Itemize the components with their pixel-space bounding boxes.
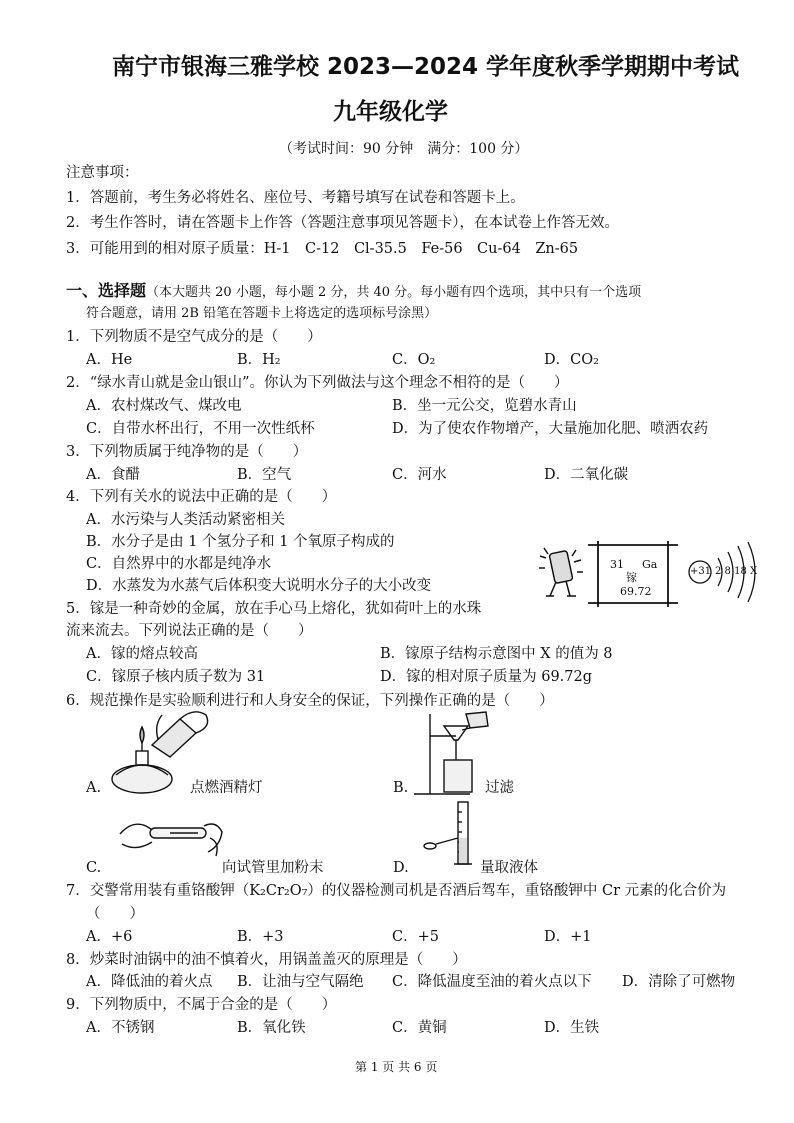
element-card [598,545,668,603]
q6-option-c: C. [86,860,102,876]
gallium-cartoon-figure [536,544,586,602]
section-heading-line [66,282,641,302]
q1-option-b: B．H₂ [237,352,281,368]
q5-option-c: C．镓原子核内质子数为 31 [86,669,266,685]
q9-option-d: D．生铁 [544,1020,600,1036]
section-desc-2: 符合题意，请用 2B 铅笔在答题卡上将选定的选项标号涂黑） [86,306,438,321]
q3-option-d: D．二氧化碳 [544,467,629,483]
q9-option-c: C．黄铜 [392,1020,447,1036]
q4-stem: 4．下列有关水的说法中正确的是（ ） [66,489,337,505]
q4-option-c: C．自然界中的水都是纯净水 [86,556,272,572]
q6-c-test-tube-figure [116,812,226,864]
section-desc-1: （本大题共 20 小题，每小题 2 分，共 40 分。每小题有四个选项，其中只有一个选项 [146,285,642,300]
q6-option-b: B. [393,780,409,796]
q7-stem: 7．交警常用装有重铬酸钾（K₂Cr₂O₇）的仪器检测司机是否酒后驾车，重铬酸钾中 Cr 元素的化合价为 [66,883,727,899]
q4-option-a: A．水污染与人类活动紧密相关 [86,512,285,528]
q6-option-a-text: 点燃酒精灯 [190,780,263,796]
section-heading: 一、选择题 [66,281,147,300]
q8-option-d: D．清除了可燃物 [622,974,736,990]
element-number: 31 [610,558,624,571]
exam-title: 南宁市银海三雅学校 2023—2024 学年度秋季学期期中考试 [112,54,740,80]
q8-option-b: B．让油与空气隔绝 [237,974,364,990]
shell-electrons: 2 8 18 X [715,566,758,577]
notice-heading: 注意事项： [66,165,139,181]
subject-title: 九年级化学 [333,99,448,125]
page-number: 第 1 页 共 6 页 [355,1060,438,1074]
q6-option-c-text: 向试管里加粉末 [222,860,324,876]
q9-option-b: B．氧化铁 [237,1020,306,1036]
q1-option-d: D．CO₂ [544,352,599,368]
q5-stem-1: 5．镓是一种奇妙的金属，放在手心马上熔化，犹如荷叶上的水珠 [66,601,482,617]
q2-stem: 2．“绿水青山就是金山银山”。你认为下列做法与这个理念不相符的是（ ） [66,375,569,391]
q3-option-a: A．食醋 [86,467,140,483]
q6-option-a: A. [86,780,102,796]
q7-blank: （ ） [86,906,144,922]
q8-option-c: C．降低温度至油的着火点以下 [392,974,592,990]
q6-stem: 6．规范操作是实验顺利进行和人身安全的保证，下列操作正确的是（ ） [66,693,554,709]
exam-meta: （考试时间：90 分钟 满分：100 分） [279,141,529,157]
q1-option-a: A．He [86,352,133,368]
q8-stem: 8．炒菜时油锅中的油不慎着火，用锅盖盖灭的原理是（ ） [66,952,467,968]
q6-d-measuring-cylinder-figure [420,800,480,870]
nucleus-charge: +31 [690,566,712,577]
q3-option-c: C．河水 [392,467,447,483]
q9-stem: 9．下列物质中，不属于合金的是（ ） [66,997,337,1013]
element-symbol: Ga [642,558,658,571]
q3-option-b: B．空气 [237,467,292,483]
q5-option-b: B．镓原子结构示意图中 X 的值为 8 [380,646,613,662]
notice-item-1: 1．答题前，考生务必将姓名、座位号、考籍号填写在试卷和答题卡上。 [66,190,525,206]
q2-option-a: A．农村煤改气、煤改电 [86,398,242,414]
notice-item-3: 3．可能用到的相对原子质量：H-1 C-12 Cl-35.5 Fe-56 Cu-64 Zn-65 [66,241,579,257]
q9-option-a: A．不锈钢 [86,1020,155,1036]
q7-option-d: D．+1 [544,929,592,945]
q1-option-c: C．O₂ [392,352,436,368]
q5-option-d: D．镓的相对原子质量为 69.72g [380,669,593,685]
element-mass: 69.72 [620,585,652,598]
q6-option-d-text: 量取液体 [480,860,538,876]
q4-option-d: D．水蒸发为水蒸气后体积变大说明水分子的大小改变 [86,578,432,594]
q2-option-c: C．自带水杯出行，不用一次性纸杯 [86,421,315,437]
q5-stem-2: 流来流去。下列说法正确的是（ ） [66,623,313,639]
q7-option-c: C．+5 [392,929,439,945]
atom-diagram [688,540,768,610]
q6-option-b-text: 过滤 [485,780,514,796]
q2-option-b: B．坐一元公交，览碧水青山 [392,398,577,414]
q7-option-a: A．+6 [86,929,133,945]
element-name: 镓 [626,571,637,584]
q5-option-a: A．镓的熔点较高 [86,646,198,662]
q1-stem: 1．下列物质不是空气成分的是（ ） [66,329,322,345]
q3-stem: 3．下列物质属于纯净物的是（ ） [66,444,308,460]
q2-option-d: D．为了使农作物增产，大量施加化肥、喷洒农药 [392,421,709,437]
q8-option-a: A．降低油的着火点 [86,974,213,990]
q6-option-d: D. [393,860,409,876]
notice-item-2: 2．考生作答时，请在答题卡上作答（答题注意事项见答题卡），在本试卷上作答无效。 [66,215,619,231]
q7-option-b: B．+3 [237,929,284,945]
q4-option-b: B．水分子是由 1 个氢分子和 1 个氧原子构成的 [86,534,395,550]
